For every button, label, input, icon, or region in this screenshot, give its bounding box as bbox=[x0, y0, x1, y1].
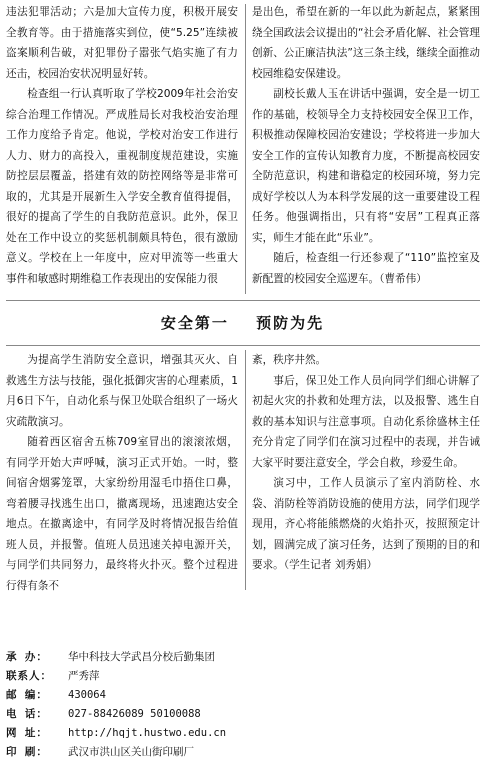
paragraph: 随着西区宿舍五栋709室冒出的滚滚浓烟，有同学开始大声呼喊，演习正式开始。一时，整间宿舍烟雾笼罩，大家纷纷用湿毛巾捂住口鼻，弯着腰寻找逃生出口，撤离现场，迅速跑达安全地点。在撤离途中，有同学及时将情况报告给值班人员，并报警。值班人员迅速关掉电源开关，与同学们共同努力，最终将火扑灭。整个过程进行得有条不 bbox=[6, 436, 238, 592]
colophon-printer bbox=[6, 743, 476, 762]
paragraph: 随后，检查组一行还参观了“110”监控室及新配置的校园安全巡逻车。（曹希伟） bbox=[252, 252, 480, 285]
paragraph: 紊，秩序井然。 bbox=[252, 354, 327, 366]
colophon-label: 电 话： bbox=[6, 708, 48, 720]
colophon-phone bbox=[6, 705, 476, 724]
article-headline bbox=[0, 312, 485, 333]
bottom-right-column bbox=[252, 350, 480, 576]
colophon-value: 430064 bbox=[68, 689, 106, 701]
colophon-label: 邮 编： bbox=[6, 689, 48, 701]
colophon-value: 027-88426089 50100088 bbox=[68, 708, 201, 720]
colophon-postcode bbox=[6, 686, 476, 705]
top-right-column bbox=[252, 2, 480, 289]
colophon-label: 网 址： bbox=[6, 727, 48, 739]
paragraph: 事后，保卫处工作人员向同学们细心讲解了初起火灾的扑救和处理方法，以及报警、逃生自救的基本知识与注意事项。自动化系徐盛林主任充分肯定了同学们在演习过程中的表现，并告诫大家平时要注意安全，学会自救，珍爱生命。 bbox=[252, 374, 480, 469]
colophon-label: 承 办： bbox=[6, 651, 48, 663]
colophon-value: 严秀萍 bbox=[68, 670, 100, 682]
colophon bbox=[6, 648, 476, 762]
colophon-value: 华中科技大学武昌分校后勤集团 bbox=[68, 651, 215, 663]
paragraph: 检查组一行认真听取了学校2009年社会治安综合治理工作情况。严成胜局长对我校治安治理工作力度给予肯定。他说，学校对治安工作进行人力、财力的高投入，重视制度规范建设，实施防控层层覆盖，搭建有效的防控网络等是非常可取的，尤其是开展新生入学安全教育值得提倡，很好的提高了学生的自我防范意识。此外，保卫处在工作中设立的奖惩机制颇具特色，很有激励意义。学校在上一年度中，应对甲流等一些重大事件和敏感时期维稳工作表现出的安保能力很 bbox=[6, 88, 238, 285]
headline-part: 安全第一 bbox=[160, 314, 229, 332]
colophon-label: 印 刷： bbox=[6, 746, 48, 758]
paragraph: 是出色，希望在新的一年以此为新起点，紧紧围绕全国政法会议提出的“社会矛盾化解、社会管理创新、公正廉洁执法”这三条主线，继续全面推动校园维稳安保建设。 bbox=[252, 6, 480, 80]
colophon-contact bbox=[6, 667, 476, 686]
paragraph: 演习中，工作人员演示了室内消防栓、水袋、消防栓等消防设施的使用方法，同学们现学现用，齐心将能熊燃烧的火焰扑灭，按照预定计划，圆满完成了演习任务，达到了预期的目的和要求。（学生记者 刘秀娟） bbox=[252, 477, 480, 571]
column-divider bbox=[245, 4, 246, 294]
bottom-left-column bbox=[6, 350, 238, 596]
website-link[interactable]: http://hqjt.hustwo.edu.cn bbox=[68, 727, 227, 739]
paragraph: 违法犯罪活动；六是加大宣传力度，积极开展安全教育等。由于措施落实到位，使“5.25”连续被盗案顺利告破，对犯罪份子嚣张气焰实施了有力还击，校园治安状况明显好转。 bbox=[6, 6, 238, 80]
top-left-column bbox=[6, 2, 238, 289]
colophon-website bbox=[6, 724, 476, 743]
section-divider bbox=[6, 345, 480, 346]
section-divider bbox=[6, 300, 480, 301]
headline-part: 预防为先 bbox=[256, 314, 325, 332]
paragraph: 副校长戴人玉在讲话中强调，安全是一切工作的基础，校领导全力支持校园安全保卫工作，积极推动保障校园治安建设；学校将进一步加大安全工作的宣传认知教育力度，不断提高校园安全防范意识，构建和谐稳定的校园环境，努力完成好学校以人为本科学发展的这一重要建设工程任务。他强调指出，只有将“安居”工程真正落实，师生才能在此“乐业”。 bbox=[252, 88, 480, 244]
colophon-value: 武汉市洪山区关山街印刷厂 bbox=[68, 746, 194, 758]
column-divider bbox=[245, 350, 246, 590]
paragraph: 为提高学生消防安全意识，增强其灭火、自救逃生方法与技能，强化抵御灾害的心理素质，1月6日下午，自动化系与保卫处联合组织了一场火灾疏散演习。 bbox=[6, 354, 238, 428]
colophon-label: 联系人： bbox=[6, 670, 52, 682]
colophon-organizer bbox=[6, 648, 476, 667]
